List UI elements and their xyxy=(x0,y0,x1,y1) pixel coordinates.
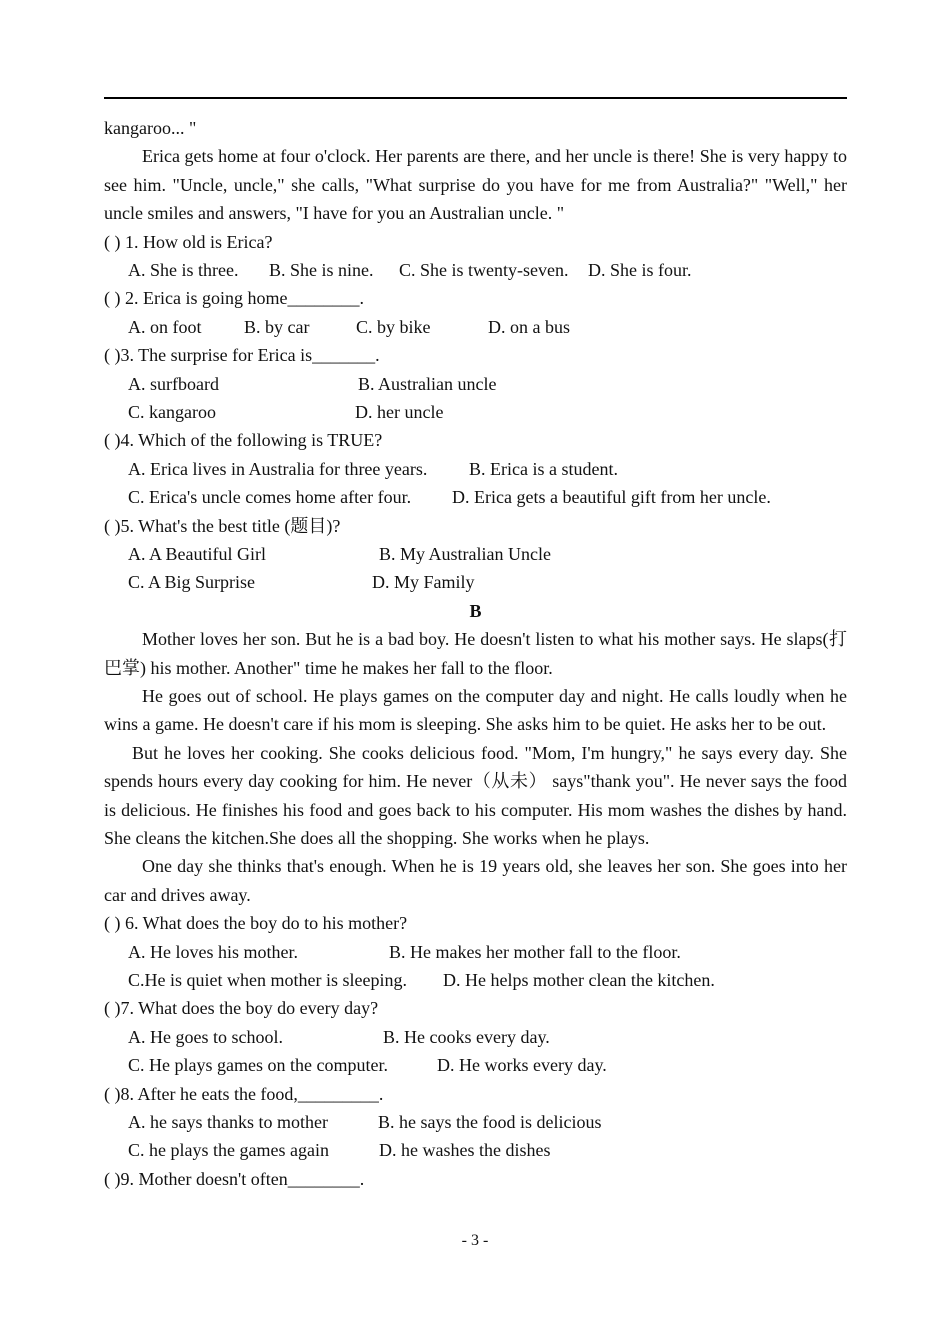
question-4: ( )4. Which of the following is TRUE? xyxy=(104,430,383,451)
option-c: C. by bike xyxy=(356,316,431,337)
options-row xyxy=(104,313,847,341)
option-b: B. by car xyxy=(244,316,310,337)
option-b: B. Australian uncle xyxy=(358,373,497,394)
options-row xyxy=(104,1023,847,1051)
option-b: B. He cooks every day. xyxy=(383,1026,550,1047)
option-c: C. A Big Surprise xyxy=(128,572,256,593)
passage-b-paragraph-1: Mother loves her son. But he is a bad boy. He doesn't listen to what his mother says. He slaps(打巴掌) his mother. Another" time he makes her fall to the floor. xyxy=(104,629,847,678)
passage-b-paragraph-4: One day she thinks that's enough. When he is 19 years old, she leaves her son. She goes into her car and drives away. xyxy=(104,856,847,905)
option-b: B. She is nine. xyxy=(269,260,374,281)
section-b-heading: B xyxy=(469,600,482,621)
question-8: ( )8. After he eats the food,_________. xyxy=(104,1083,384,1104)
options-row xyxy=(104,455,847,483)
page-number: - 3 - xyxy=(461,1232,489,1249)
option-d: D. She is four. xyxy=(588,260,692,281)
option-a: A. A Beautiful Girl xyxy=(128,544,266,564)
option-a: A. She is three. xyxy=(128,260,239,281)
passage-b-paragraph-2: He goes out of school. He plays games on the computer day and night. He calls loudly when he wins a game. He doesn't care if his mom is sleeping. She asks him to be quiet. He asks her to be out. xyxy=(104,686,847,735)
question-9: ( )9. Mother doesn't often________. xyxy=(104,1168,365,1189)
options-row xyxy=(104,1108,847,1136)
option-a: A. He goes to school. xyxy=(128,1026,283,1047)
page-content xyxy=(104,114,847,1193)
option-c: C.He is quiet when mother is sleeping. xyxy=(128,970,407,991)
options-row xyxy=(104,966,847,994)
options-row xyxy=(104,483,847,511)
options-row xyxy=(104,398,847,426)
option-c: C. Erica's uncle comes home after four. xyxy=(128,487,412,508)
option-c: C. She is twenty-seven. xyxy=(399,260,569,281)
option-a: A. He loves his mother. xyxy=(128,941,298,962)
question-7: ( )7. What does the boy do every day? xyxy=(104,998,379,1019)
option-a: A. he says thanks to mother xyxy=(128,1112,328,1133)
option-d: D. My Family xyxy=(372,572,475,593)
options-row xyxy=(104,1051,847,1079)
option-c: C. kangaroo xyxy=(128,402,216,423)
question-5: ( )5. What's the best title (题目)? xyxy=(104,515,341,536)
header-rule xyxy=(104,97,847,99)
options-row xyxy=(104,370,847,398)
passage-b-paragraph-3: But he loves her cooking. She cooks delicious food. "Mom, I'm hungry," he says every day. She spends hours every day cooking for him. He never（从未） says"thank you". He never says the food is delicious. He finishes his food and goes back to his computer. His mom washes the dishes by hand. She cleans the kitchen.She does all the shopping. She works when he plays. xyxy=(104,742,847,849)
options-row xyxy=(104,540,847,568)
option-b: B. He makes her mother fall to the floor. xyxy=(389,941,681,962)
option-c: C. he plays the games again xyxy=(128,1140,329,1161)
continued-text: kangaroo... " xyxy=(104,118,197,138)
option-a: A. surfboard xyxy=(128,373,219,394)
option-b: B. My Australian Uncle xyxy=(379,544,551,564)
option-d: D. he washes the dishes xyxy=(379,1140,551,1161)
option-a: A. Erica lives in Australia for three years. xyxy=(128,458,428,479)
options-row xyxy=(104,568,847,596)
question-1: ( ) 1. How old is Erica? xyxy=(104,231,273,252)
option-b: B. Erica is a student. xyxy=(469,458,618,479)
options-row xyxy=(104,938,847,966)
question-2: ( ) 2. Erica is going home________. xyxy=(104,288,364,309)
question-3: ( )3. The surprise for Erica is_______. xyxy=(104,345,380,366)
option-a: A. on foot xyxy=(128,316,202,337)
question-6: ( ) 6. What does the boy do to his mother? xyxy=(104,913,408,934)
options-row xyxy=(104,1136,847,1164)
option-d: D. He helps mother clean the kitchen. xyxy=(443,970,715,991)
passage-a-paragraph: Erica gets home at four o'clock. Her parents are there, and her uncle is there! She is very happy to see him. "Uncle, uncle," she calls, "What surprise do you have for me from Australia?" "Well," her uncle smiles and answers, "I have for you an Australian uncle. " xyxy=(104,146,847,224)
options-row xyxy=(104,256,847,284)
option-d: D. He works every day. xyxy=(437,1055,607,1076)
option-d: D. Erica gets a beautiful gift from her uncle. xyxy=(452,487,771,508)
option-d: D. her uncle xyxy=(355,402,444,423)
option-c: C. He plays games on the computer. xyxy=(128,1055,388,1076)
option-d: D. on a bus xyxy=(488,316,570,337)
option-b: B. he says the food is delicious xyxy=(378,1112,602,1133)
